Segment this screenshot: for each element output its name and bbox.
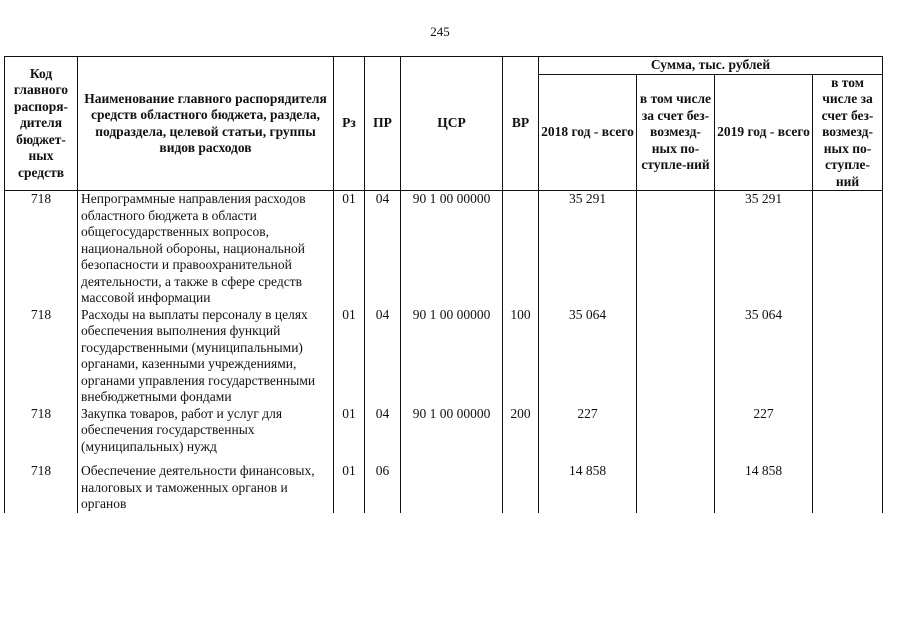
header-vr: ВР [503, 57, 539, 191]
cell-csr: 90 1 00 00000 [401, 406, 503, 456]
cell-2019-total: 35 291 [715, 191, 813, 307]
cell-2018-free [637, 463, 715, 513]
budget-table [4, 56, 883, 513]
table-row [5, 463, 883, 513]
header-row-top [5, 57, 883, 75]
cell-name: Непрограммные направления расходов областного бюджета в области общегосударственных вопросов, национальной обороны, национальной безопасности и правоохранительной деятельности, а также в сфере средств массовой информации [78, 191, 334, 307]
cell-2019-free [813, 463, 883, 513]
cell-2018-free [637, 307, 715, 406]
cell-pr: 04 [365, 406, 401, 456]
cell-csr: 90 1 00 00000 [401, 307, 503, 406]
cell-csr [401, 463, 503, 513]
cell-rz: 01 [334, 463, 365, 513]
cell-pr: 06 [365, 463, 401, 513]
cell-code: 718 [5, 307, 78, 406]
cell-csr: 90 1 00 00000 [401, 191, 503, 307]
cell-code: 718 [5, 406, 78, 456]
cell-rz: 01 [334, 307, 365, 406]
cell-2019-free [813, 307, 883, 406]
cell-2019-free [813, 191, 883, 307]
table-row [5, 307, 883, 406]
page-number: 245 [430, 24, 450, 39]
header-2018-free: в том числе за счет без-возмезд-ных по-ступле-ний [637, 74, 715, 191]
cell-vr [503, 191, 539, 307]
cell-code: 718 [5, 191, 78, 307]
cell-2018-total: 227 [539, 406, 637, 456]
cell-2018-free [637, 191, 715, 307]
cell-name: Обеспечение деятельности финансовых, налоговых и таможенных органов и органов [78, 463, 334, 513]
header-rz: Рз [334, 57, 365, 191]
cell-code: 718 [5, 463, 78, 513]
header-code: Код главного распоря-дителя бюджет-ных средств [5, 57, 78, 191]
header-2019-total: 2019 год - всего [715, 74, 813, 191]
header-sum: Сумма, тыс. рублей [539, 57, 883, 75]
cell-pr: 04 [365, 191, 401, 307]
cell-2019-total: 35 064 [715, 307, 813, 406]
header-pr: ПР [365, 57, 401, 191]
table-row [5, 406, 883, 456]
cell-vr: 200 [503, 406, 539, 456]
table-row [5, 191, 883, 307]
cell-2018-total: 14 858 [539, 463, 637, 513]
header-2019-free: в том числе за счет без-возмезд-ных по-ступле-ний [813, 74, 883, 191]
header-csr: ЦСР [401, 57, 503, 191]
cell-2019-total: 227 [715, 406, 813, 456]
cell-vr [503, 463, 539, 513]
cell-2018-total: 35 291 [539, 191, 637, 307]
row-spacer [5, 455, 883, 463]
header-name: Наименование главного распорядителя средств областного бюджета, раздела, подраздела, целевой статьи, группы видов расходов [78, 57, 334, 191]
cell-name: Закупка товаров, работ и услуг для обеспечения государственных (муниципальных) нужд [78, 406, 334, 456]
cell-rz: 01 [334, 406, 365, 456]
cell-rz: 01 [334, 191, 365, 307]
cell-2018-free [637, 406, 715, 456]
cell-pr: 04 [365, 307, 401, 406]
cell-vr: 100 [503, 307, 539, 406]
header-2018-total: 2018 год - всего [539, 74, 637, 191]
cell-2019-total: 14 858 [715, 463, 813, 513]
cell-2019-free [813, 406, 883, 456]
cell-2018-total: 35 064 [539, 307, 637, 406]
cell-name: Расходы на выплаты персоналу в целях обеспечения выполнения функций государственными (муниципальными) органами, казенными учреждениями, органами управления государственными внебюджетными фондами [78, 307, 334, 406]
